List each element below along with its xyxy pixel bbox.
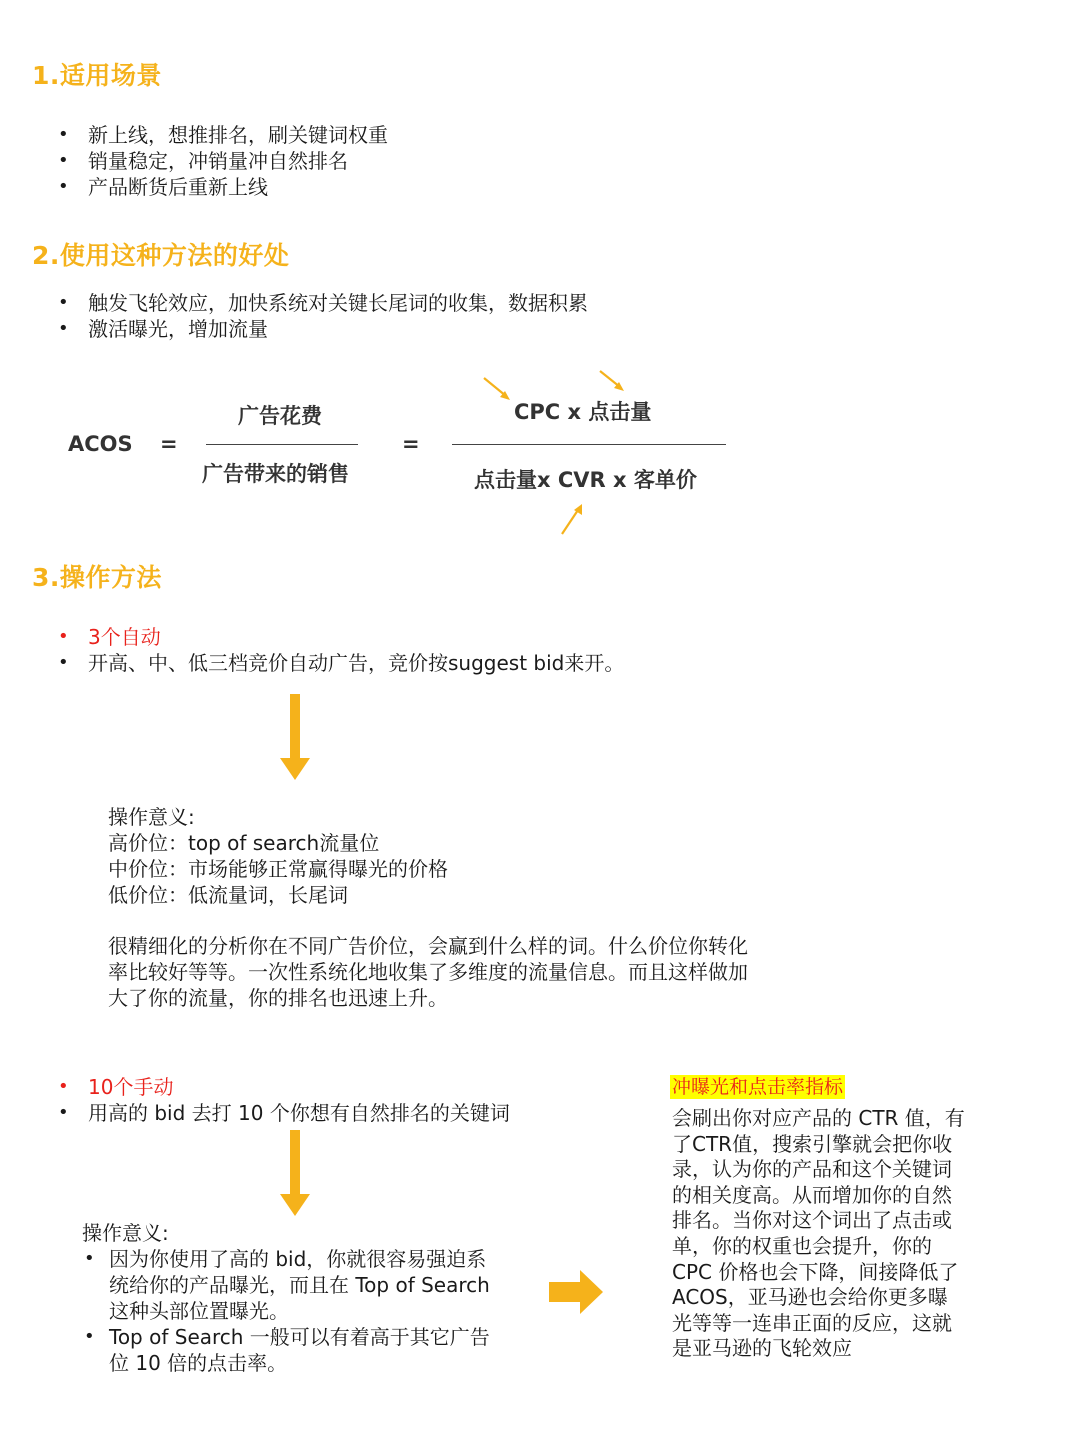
auto-meaning-label: 操作意义: bbox=[108, 805, 195, 829]
list-item-auto-count: • 3个自动 bbox=[32, 624, 624, 650]
formula-numerator-2: CPC x 点击量 bbox=[514, 400, 652, 424]
list-item: • 新上线，想推排名，刷关键词权重 bbox=[32, 122, 388, 148]
section1-list bbox=[32, 122, 388, 200]
formula-arrows bbox=[470, 368, 640, 548]
section2-list bbox=[32, 290, 588, 342]
side-line: 了CTR值，搜索引擎就会把你收 bbox=[672, 1131, 953, 1156]
list-item-manual-count: • 10个手动 bbox=[32, 1074, 510, 1100]
auto-meaning-line: 中价位：市场能够正常赢得曝光的价格 bbox=[108, 857, 448, 881]
side-line: ACOS，亚马逊也会给你更多曝 bbox=[672, 1285, 948, 1310]
formula-equals-2: = bbox=[402, 432, 420, 456]
side-line: 排名。当你对这个词出了点击或 bbox=[672, 1208, 952, 1233]
list-item: • 用高的 bid 去打 10 个你想有自然排名的关键词 bbox=[32, 1100, 510, 1126]
list-item: • 触发飞轮效应，加快系统对关键长尾词的收集，数据积累 bbox=[32, 290, 588, 316]
bullet-line: 位 10 倍的点击率。 bbox=[109, 1351, 288, 1375]
auto-paragraph-line: 率比较好等等。一次性系统化地收集了多维度的流量信息。而且这样做加 bbox=[108, 960, 748, 984]
side-line: 是亚马逊的飞轮效应 bbox=[672, 1336, 852, 1361]
side-line: 录，认为你的产品和这个关键词 bbox=[672, 1157, 952, 1182]
bullet-line: 因为你使用了高的 bid，你就很容易强迫系 bbox=[109, 1247, 487, 1271]
arrow-icon bbox=[562, 504, 582, 534]
side-highlight-title bbox=[670, 1072, 845, 1099]
list-item bbox=[82, 1246, 490, 1324]
list-item: • 开高、中、低三档竞价自动广告，竞价按suggest bid来开。 bbox=[32, 650, 624, 676]
formula-denominator-1: 广告带来的销售 bbox=[202, 462, 349, 486]
auto-paragraph-line: 很精细化的分析你在不同广告价位，会赢到什么样的词。什么价位你转化 bbox=[108, 934, 748, 958]
bullet-line: 统给你的产品曝光，而且在 Top of Search bbox=[109, 1273, 490, 1297]
arrow-icon bbox=[484, 378, 510, 400]
side-line: CPC 价格也会下降，间接降低了 bbox=[672, 1259, 959, 1284]
formula-equals-1: = bbox=[160, 432, 178, 456]
bullet-line: Top of Search 一般可以有着高于其它广告 bbox=[109, 1325, 490, 1349]
list-item bbox=[82, 1324, 490, 1376]
formula-denominator-2: 点击量x CVR x 客单价 bbox=[474, 468, 697, 492]
bullet-line: 这种头部位置曝光。 bbox=[109, 1299, 289, 1323]
fraction-line-1 bbox=[206, 444, 358, 445]
side-line: 的相关度高。从而增加你的自然 bbox=[672, 1182, 952, 1207]
side-paragraph bbox=[672, 1106, 965, 1362]
manual-meaning-label: 操作意义: bbox=[82, 1221, 169, 1245]
bullet: • bbox=[84, 1326, 95, 1347]
right-arrow-icon bbox=[548, 1268, 604, 1316]
section1-title: 1.适用场景 bbox=[32, 61, 162, 90]
auto-meaning-line: 低价位：低流量词，长尾词 bbox=[108, 883, 348, 907]
auto-list bbox=[32, 624, 624, 676]
side-line: 单，你的权重也会提升，你的 bbox=[672, 1233, 932, 1258]
auto-meaning-line: 高价位：top of search流量位 bbox=[108, 831, 380, 855]
section3-title: 3.操作方法 bbox=[32, 563, 162, 592]
down-arrow-icon bbox=[278, 694, 312, 782]
list-item: • 销量稳定，冲销量冲自然排名 bbox=[32, 148, 388, 174]
highlight-text: 冲曝光和点击率指标 bbox=[672, 1076, 844, 1098]
bullet: • bbox=[84, 1248, 95, 1269]
auto-paragraph-line: 大了你的流量，你的排名也迅速上升。 bbox=[108, 986, 448, 1010]
manual-meaning-bullets bbox=[82, 1246, 490, 1376]
side-line: 光等等一连串正面的反应，这就 bbox=[672, 1310, 952, 1335]
list-item: • 激活曝光，增加流量 bbox=[32, 316, 588, 342]
manual-list bbox=[32, 1074, 510, 1126]
side-line: 会刷出你对应产品的 CTR 值，有 bbox=[672, 1106, 965, 1130]
arrow-icon bbox=[600, 371, 624, 391]
section2-title: 2.使用这种方法的好处 bbox=[32, 241, 290, 270]
list-item: • 产品断货后重新上线 bbox=[32, 174, 388, 200]
formula-numerator-1: 广告花费 bbox=[238, 404, 322, 428]
formula-acos: ACOS bbox=[68, 432, 133, 456]
down-arrow-icon bbox=[278, 1130, 312, 1218]
